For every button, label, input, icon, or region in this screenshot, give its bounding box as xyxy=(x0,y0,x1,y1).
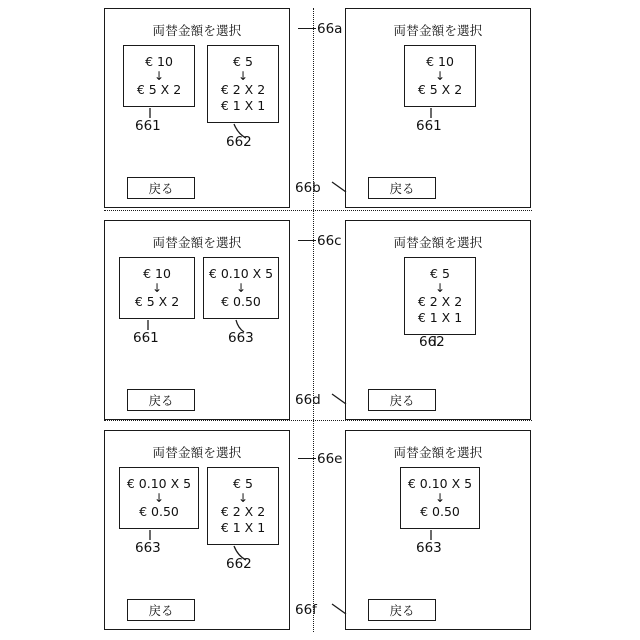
ref-662: 662 xyxy=(226,556,252,572)
option-amount-from: € 0.10 X 5 xyxy=(407,476,473,492)
leader-line-661b xyxy=(345,8,545,218)
option-amount-to: € 0.50 xyxy=(139,504,179,520)
back-button[interactable]: 戻る xyxy=(368,599,436,621)
ref-661: 661 xyxy=(133,330,159,346)
arrow-icon: ↓ xyxy=(434,490,446,505)
option-amount-from: € 5 xyxy=(430,266,450,282)
tag-66d: 66d xyxy=(295,392,321,408)
option-amount-from: € 10 xyxy=(145,54,173,70)
arrow-icon: ↓ xyxy=(237,490,249,505)
option-amount-to-1: € 2 X 2 xyxy=(220,82,266,98)
arrow-icon: ↓ xyxy=(153,490,165,505)
back-button[interactable]: 戻る xyxy=(127,177,195,199)
tag-leader-66c xyxy=(298,240,316,241)
ref-662: 662 xyxy=(226,134,252,150)
arrow-icon: ↓ xyxy=(434,280,446,295)
back-button[interactable]: 戻る xyxy=(127,599,195,621)
tag-66f: 66f xyxy=(295,602,317,618)
arrow-icon: ↓ xyxy=(153,68,165,83)
option-amount-from: € 5 xyxy=(233,476,253,492)
arrow-icon: ↓ xyxy=(235,280,247,295)
option-amount-to: € 0.50 xyxy=(221,294,261,310)
back-button[interactable]: 戻る xyxy=(127,389,195,411)
option-amount-from: € 0.10 X 5 xyxy=(208,266,274,282)
panel-title: 両替金額を選択 xyxy=(152,445,242,460)
leader-line-662d xyxy=(345,220,545,430)
tag-66b: 66b xyxy=(295,180,321,196)
tag-leader-66f xyxy=(330,598,354,622)
leader-line-663c xyxy=(104,220,304,430)
ref-663: 663 xyxy=(228,330,254,346)
tag-leader-66a xyxy=(298,28,316,29)
option-amount-from: € 10 xyxy=(143,266,171,282)
arrow-icon: ↓ xyxy=(151,280,163,295)
ref-663: 663 xyxy=(416,540,442,556)
option-amount-to: € 5 X 2 xyxy=(136,82,182,98)
option-amount-to-2: € 1 X 1 xyxy=(417,310,463,326)
option-amount-to-2: € 1 X 1 xyxy=(220,98,266,114)
option-amount-to-1: € 2 X 2 xyxy=(417,294,463,310)
tag-leader-66b xyxy=(330,176,354,200)
ref-662: 662 xyxy=(419,334,445,350)
panel-title: 両替金額を選択 xyxy=(393,235,483,250)
panel-title: 両替金額を選択 xyxy=(152,23,242,38)
option-amount-to: € 5 X 2 xyxy=(134,294,180,310)
panel-title: 両替金額を選択 xyxy=(152,235,242,250)
ref-661: 661 xyxy=(135,118,161,134)
leader-line-663f xyxy=(345,430,545,640)
option-amount-from: € 5 xyxy=(233,54,253,70)
back-button[interactable]: 戻る xyxy=(368,389,436,411)
option-amount-from: € 10 xyxy=(426,54,454,70)
option-amount-to-2: € 1 X 1 xyxy=(220,520,266,536)
arrow-icon: ↓ xyxy=(237,68,249,83)
leader-line-662 xyxy=(104,8,304,218)
separator-column xyxy=(313,8,314,632)
back-button[interactable]: 戻る xyxy=(368,177,436,199)
option-amount-to-1: € 2 X 2 xyxy=(220,504,266,520)
option-amount-to: € 5 X 2 xyxy=(417,82,463,98)
tag-leader-66e xyxy=(298,458,316,459)
tag-leader-66d xyxy=(330,388,354,412)
ref-661: 661 xyxy=(416,118,442,134)
option-amount-from: € 0.10 X 5 xyxy=(126,476,192,492)
tag-66a: 66a xyxy=(317,21,343,37)
arrow-icon: ↓ xyxy=(434,68,446,83)
panel-title: 両替金額を選択 xyxy=(393,445,483,460)
panel-title: 両替金額を選択 xyxy=(393,23,483,38)
ref-663: 663 xyxy=(135,540,161,556)
leader-line-662e xyxy=(104,430,304,640)
tag-66e: 66e xyxy=(317,451,343,467)
option-amount-to: € 0.50 xyxy=(420,504,460,520)
tag-66c: 66c xyxy=(317,233,342,249)
